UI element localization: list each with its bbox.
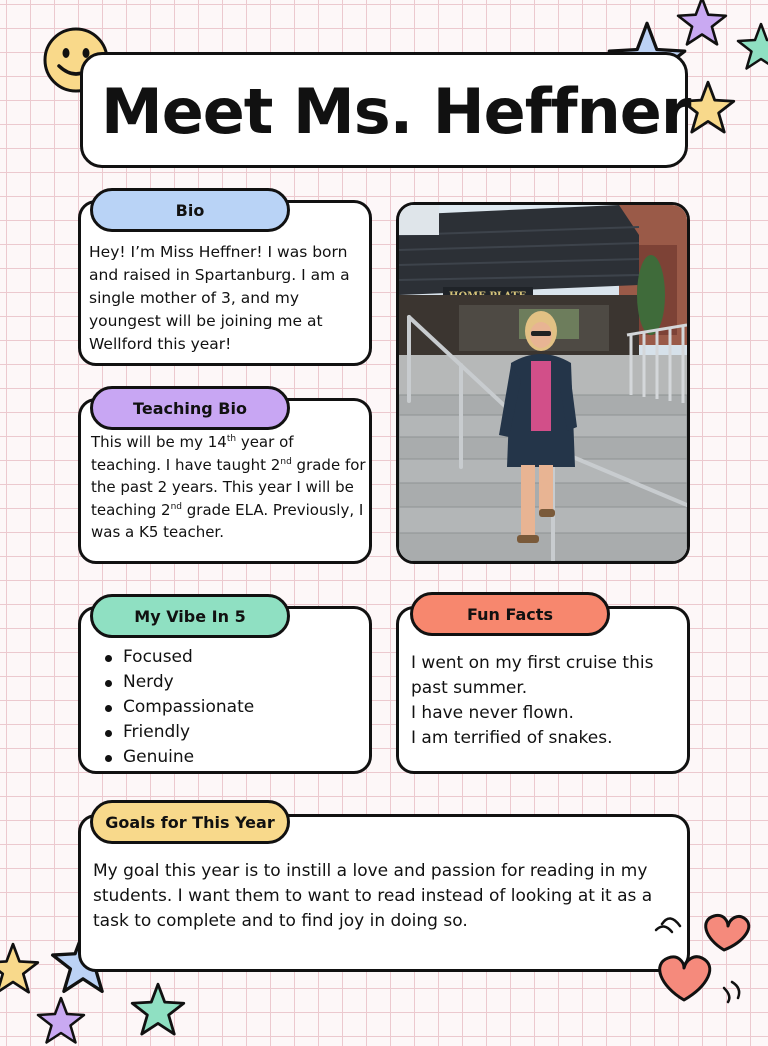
fun-facts-label: Fun Facts (410, 592, 610, 636)
star-icon (676, 0, 728, 48)
heart-icon (644, 908, 756, 1004)
fun-fact: I have never flown. (411, 703, 574, 723)
star-icon (130, 982, 186, 1038)
page-title: Meet Ms. Heffner (101, 75, 691, 148)
teacher-photo (399, 205, 687, 561)
title-banner (80, 52, 691, 168)
fun-fact: I went on my first cruise this past summer. (411, 653, 654, 698)
list-item: Compassionate (101, 695, 254, 720)
list-item: Genuine (101, 745, 254, 770)
vibe-list (101, 645, 254, 770)
star-icon (0, 942, 40, 996)
list-item: Nerdy (101, 670, 254, 695)
star-icon (736, 22, 768, 72)
vibe-label: My Vibe In 5 (90, 594, 290, 638)
bio-text: Hey! I’m Miss Heffner! I was born and raised in Spartanburg. I am a single mother of 3, and my youngest will be joining me at Wellford this year! (89, 243, 350, 353)
star-icon (36, 996, 86, 1046)
teaching-bio-text: This will be my 14th year of teaching. I have taught 2nd grade for the past 2 years. This year I will be teaching 2nd grade ELA. Previously, I was a K5 teacher. (91, 433, 366, 541)
teaching-bio-label: Teaching Bio (90, 386, 290, 430)
fun-fact: I am terrified of snakes. (411, 728, 613, 748)
goals-label: Goals for This Year (90, 800, 290, 844)
bio-label: Bio (90, 188, 290, 232)
fun-facts-text (411, 651, 685, 751)
list-item: Friendly (101, 720, 254, 745)
list-item: Focused (101, 645, 254, 670)
photo-frame (396, 202, 690, 564)
goals-text: My goal this year is to instill a love and passion for reading in my students. I want them to want to read instead of looking at it as a task to complete and to find joy in doing so. (93, 861, 653, 931)
